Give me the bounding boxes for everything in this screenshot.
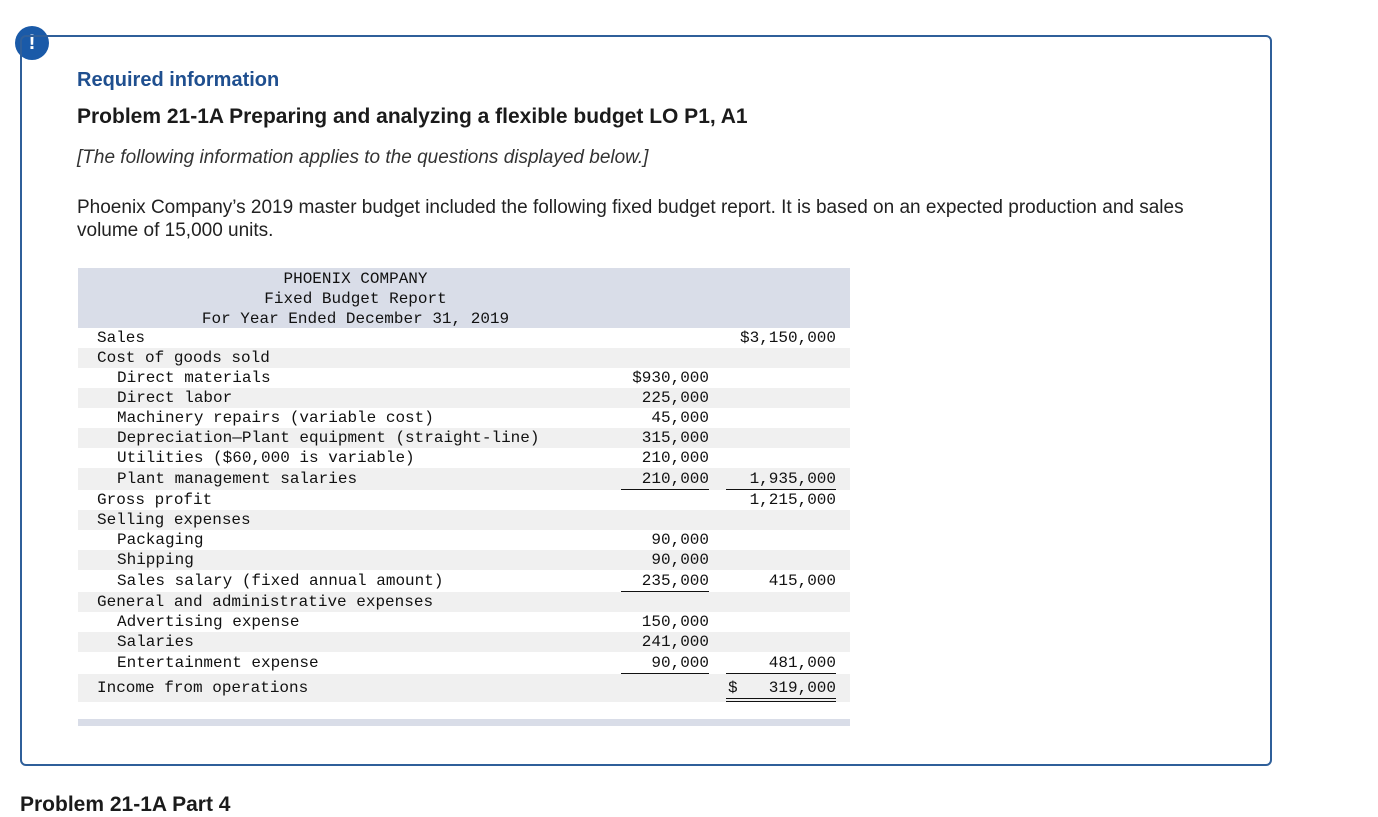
row-amount: 210,000 [621, 468, 709, 490]
fixed-budget-report [78, 268, 850, 726]
row-label: Advertising expense [117, 613, 300, 631]
row-label: Sales salary (fixed annual amount) [117, 572, 444, 590]
row-label: Direct materials [117, 369, 271, 387]
row-amount: 150,000 [641, 613, 709, 631]
part-title: Problem 21-1A Part 4 [20, 793, 231, 816]
row-sales [78, 328, 850, 348]
info-note: [The following information applies to the questions displayed below.] [77, 147, 649, 168]
gross-profit-total: 1,215,000 [749, 491, 836, 509]
report-footer-bar [78, 719, 850, 726]
row-salaries [78, 632, 850, 652]
row-amount: $930,000 [632, 369, 709, 387]
company-name: PHOENIX COMPANY [283, 270, 428, 288]
row-amount: 210,000 [641, 449, 709, 467]
row-amount: 225,000 [641, 389, 709, 407]
row-shipping [78, 550, 850, 570]
row-amount: 90,000 [651, 551, 709, 569]
row-ga-heading [78, 592, 850, 612]
row-income-from-operations [78, 674, 850, 702]
row-cogs-heading [78, 348, 850, 368]
row-label: Salaries [117, 633, 194, 651]
row-amount: 90,000 [621, 652, 709, 674]
report-period: For Year Ended December 31, 2019 [201, 310, 510, 328]
row-label: Direct labor [117, 389, 233, 407]
row-label: Sales [97, 329, 146, 347]
problem-title: Problem 21-1A Preparing and analyzing a flexible budget LO P1, A1 [77, 105, 748, 128]
row-packaging [78, 530, 850, 550]
row-label: Income from operations [97, 679, 309, 697]
ga-total: 481,000 [726, 652, 836, 674]
row-label: Shipping [117, 551, 194, 569]
row-label: General and administrative expenses [97, 593, 434, 611]
row-entertainment [78, 652, 850, 674]
row-selling-heading [78, 510, 850, 530]
row-plant-management [78, 468, 850, 490]
report-padding [78, 702, 850, 717]
income-value: 319,000 [768, 679, 836, 697]
row-label: Depreciation—Plant equipment (straight-line) [117, 429, 540, 447]
report-header [78, 268, 850, 328]
row-advertising [78, 612, 850, 632]
row-amount: 45,000 [651, 409, 709, 427]
row-label: Plant management salaries [117, 470, 358, 488]
row-sales-salary [78, 570, 850, 592]
row-amount: 241,000 [641, 633, 709, 651]
intro-paragraph: Phoenix Company’s 2019 master budget included the following fixed budget report. It is based on an expected production and sales volume of 15,000 units. [77, 197, 1184, 241]
selling-total: 415,000 [768, 572, 836, 590]
row-label: Packaging [117, 531, 204, 549]
row-amount: 235,000 [621, 570, 709, 592]
row-label: Gross profit [97, 491, 213, 509]
row-gross-profit [78, 490, 850, 510]
row-machinery-repairs [78, 408, 850, 428]
cogs-total: 1,935,000 [726, 468, 836, 490]
row-utilities [78, 448, 850, 468]
row-direct-materials [78, 368, 850, 388]
row-label: Selling expenses [97, 511, 251, 529]
row-amount: 315,000 [641, 429, 709, 447]
row-label: Machinery repairs (variable cost) [117, 409, 434, 427]
row-label: Cost of goods sold [97, 349, 270, 367]
currency-symbol: $ [728, 679, 738, 697]
row-label: Utilities ($60,000 is variable) [117, 449, 415, 467]
sales-total: $3,150,000 [739, 329, 836, 347]
row-amount: 90,000 [651, 531, 709, 549]
alert-icon: ! [15, 26, 49, 60]
report-title: Fixed Budget Report [264, 290, 447, 308]
income-total [726, 674, 836, 702]
row-direct-labor [78, 388, 850, 408]
row-depreciation [78, 428, 850, 448]
row-label: Entertainment expense [117, 654, 319, 672]
required-information-heading: Required information [77, 69, 280, 91]
